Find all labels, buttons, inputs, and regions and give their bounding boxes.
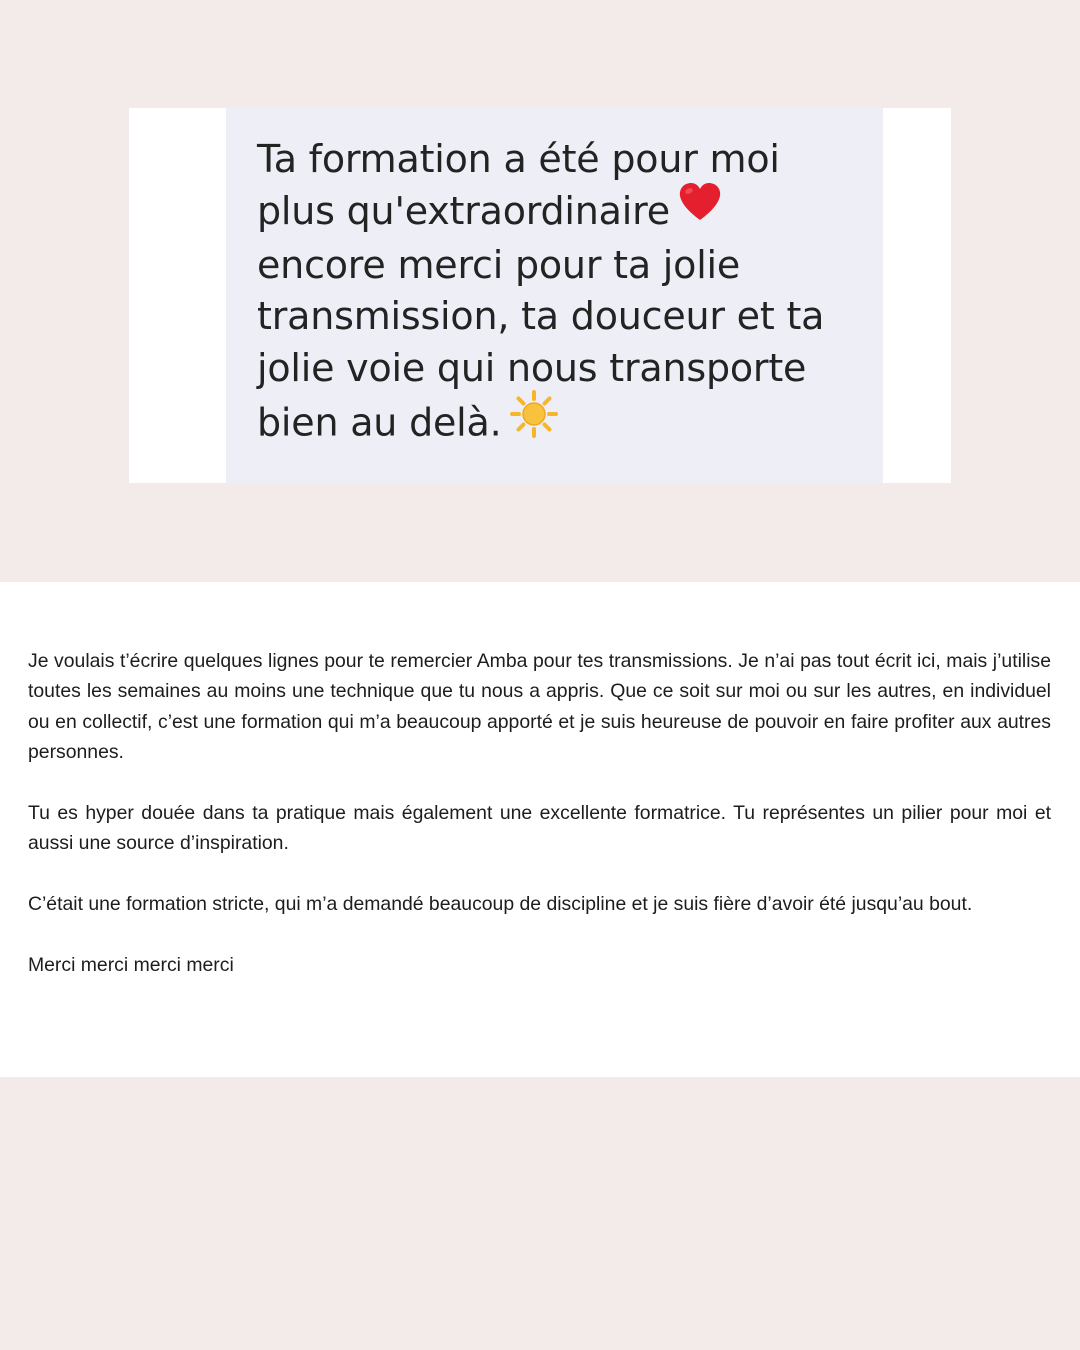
letter-paragraph: Merci merci merci merci (28, 954, 234, 977)
letter-paragraph: C’était une formation stricte, qui m’a demandé beaucoup de discipline et je suis fière d’avoir été jusqu’au bout. (28, 893, 973, 916)
message-line-with-heart (257, 186, 877, 240)
message-line-with-sun (257, 394, 877, 456)
letter-panel (0, 582, 1080, 1077)
letter-body (28, 646, 1051, 980)
letter-paragraph: Tu es hyper douée dans ta pratique mais également une excellente formatrice. Tu représentes un pilier pour moi et aussi une source d’inspiration. (28, 802, 1051, 855)
message-screenshot-card (129, 108, 951, 483)
message-text (257, 134, 877, 456)
sun-icon (510, 390, 558, 452)
message-line: Ta formation a été pour moi (257, 137, 780, 181)
message-bubble (226, 108, 883, 483)
message-line: plus qu'extraordinaire (257, 188, 670, 233)
message-line: encore merci pour ta jolie (257, 242, 741, 287)
heart-icon (678, 182, 722, 236)
message-line: bien au delà. (257, 400, 502, 445)
letter-paragraph: Je voulais t’écrire quelques lignes pour te remercier Amba pour tes transmissions. Je n’ai pas tout écrit ici, mais j’utilise toutes les semaines au moins une technique que tu nous a appris. Que ce soit sur moi ou sur les autres, en individuel ou en collectif, c’est une formation qui m’a beaucoup apporté et je suis heureuse de pouvoir en faire profiter aux autres personnes. (28, 650, 1051, 764)
message-line: transmission, ta douceur et ta (257, 294, 825, 339)
message-line: jolie voie qui nous transporte (257, 345, 807, 390)
